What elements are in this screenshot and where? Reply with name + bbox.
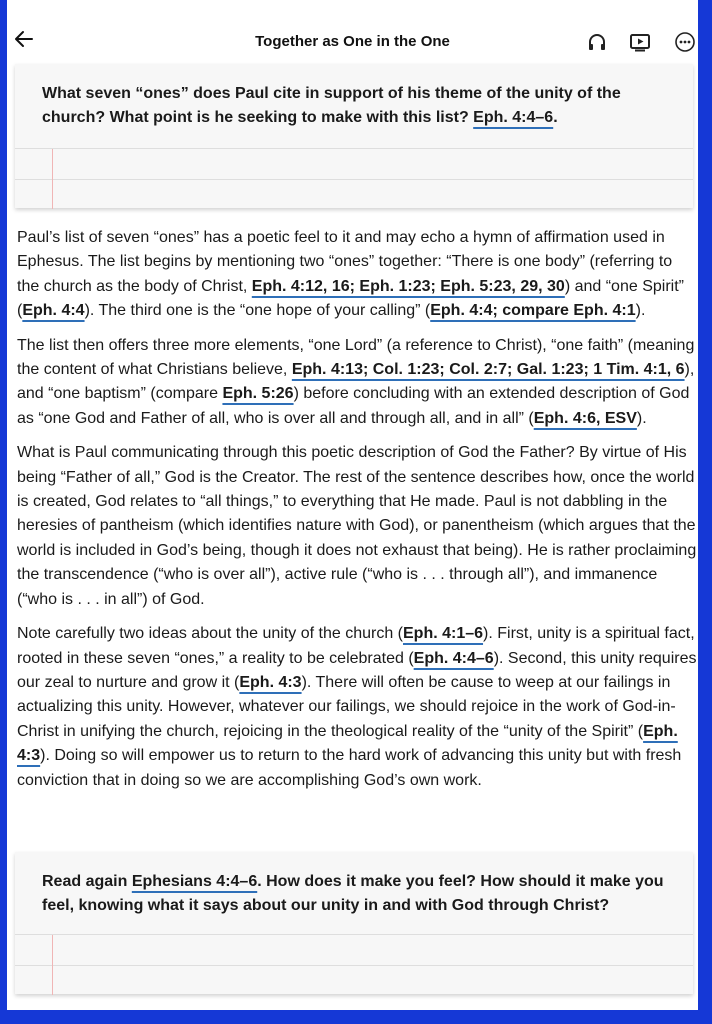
margin-line — [52, 149, 53, 209]
scripture-link[interactable]: Eph. 4:13; Col. 1:23; Col. 2:7; Gal. 1:23; 1 Tim. 4:1, 6 — [291, 361, 685, 379]
scripture-link[interactable]: Eph. 5:26 — [222, 385, 294, 403]
scripture-link[interactable]: Eph. 4:4–6 — [413, 649, 494, 667]
answer-field[interactable] — [15, 934, 693, 995]
paragraph-text: ). — [636, 409, 647, 427]
paragraph-text: ), and “one baptism” (compare — [17, 361, 695, 403]
paragraph — [17, 622, 697, 793]
question-text — [15, 852, 693, 918]
reader-page — [7, 0, 698, 1010]
paragraph-text: ). — [635, 302, 646, 320]
paragraph-text: ). Second, this unity requires our zeal to nurture and grow it ( — [17, 649, 697, 691]
paragraph — [17, 441, 697, 612]
lesson-body — [17, 226, 697, 803]
question-label: . How does it make you feel? How should it make you feel, knowing what it says about our unity in and with God through Christ? — [42, 873, 664, 914]
paragraph-text: Note carefully two ideas about the unity of the church ( — [17, 625, 403, 643]
answer-field[interactable] — [15, 148, 693, 209]
paragraph-text: ). The third one is the “one hope of your calling” ( — [84, 302, 431, 320]
question-text — [15, 64, 693, 130]
paragraph-text: The list then offers three more elements, “one Lord” (a reference to Christ), “one faith” (meaning the content of what Christians believe, — [17, 336, 695, 379]
paragraph-text: Paul’s list of seven “ones” has a poetic feel to it and may echo a hymn of affirmation used in Ephesus. The list begins by mentioning two “ones” together: “There is one body” (referring to the church as the body of Christ, — [17, 229, 673, 295]
paragraph — [17, 226, 697, 324]
answer-line — [15, 179, 693, 180]
headphones-icon[interactable] — [586, 31, 608, 53]
more-options-icon[interactable] — [674, 31, 696, 53]
play-video-icon[interactable] — [629, 31, 651, 53]
scripture-link[interactable]: Eph. 4:3 — [17, 722, 678, 765]
scripture-link[interactable]: Eph. 4:4; compare Eph. 4:1 — [430, 302, 636, 320]
page-title: Together as One in the One — [255, 33, 450, 50]
answer-line — [15, 965, 693, 966]
paragraph-text: ). First, unity is a spiritual fact, rooted in these seven “ones,” a reality to be celebrated ( — [17, 625, 695, 667]
question-label: Read again — [42, 873, 132, 890]
question-end: . — [553, 109, 558, 126]
top-bar — [7, 14, 698, 64]
paragraph-text: ). There will often be cause to weep at our failings in actualizing this unity. However, whatever our failings, we should rejoice in the work of God-in-Christ in unifying the church, rejoicing in the theological reality of the “unity of the Spirit” ( — [17, 673, 676, 740]
paragraph-text: ). Doing so will empower us to return to the hard work of advancing this unity but with fresh conviction that in doing so we are accomplishing God’s own work. — [17, 747, 682, 789]
scripture-link[interactable]: Eph. 4:1–6 — [403, 625, 484, 643]
paragraph-text: ) before concluding with an extended description of God as “one God and Father of all, who is over all and through all, and in all” ( — [17, 385, 690, 427]
paragraph-text: What is Paul communicating through this poetic description of God the Father? By virtue of His being “Father of all,” God is the Creator. The rest of the sentence describes how, once the world is created, God relates to “all things,” to everything that He made. Paul is not dabbling in the heresies of pantheism (which identifies nature with God), or panentheism (which argues that the world is included in God’s being, though it does not exhaust that being). He is rather proclaiming the transcendence (“who is over all”), active rule (“who is . . . through all”), and immanence (“who is . . . in all”) of God. — [17, 444, 697, 608]
scripture-link[interactable]: Eph. 4:4 — [22, 302, 85, 320]
scripture-link[interactable]: Eph. 4:12, 16; Eph. 1:23; Eph. 5:23, 29, 30 — [251, 277, 565, 295]
scripture-link[interactable]: Eph. 4:4–6 — [473, 109, 554, 126]
margin-line — [52, 935, 53, 995]
scripture-link[interactable]: Eph. 4:3 — [239, 673, 302, 691]
question-card — [15, 64, 693, 208]
scripture-link[interactable]: Eph. 4:6, ESV — [533, 409, 637, 427]
paragraph — [17, 334, 697, 432]
paragraph-text: ) and “one Spirit” ( — [17, 277, 684, 320]
scripture-link[interactable]: Ephesians 4:4–6 — [131, 873, 258, 890]
question-card — [15, 852, 693, 994]
question-label: What seven “ones” does Paul cite in support of his theme of the unity of the church? What point is he seeking to make with this list? — [42, 85, 621, 126]
